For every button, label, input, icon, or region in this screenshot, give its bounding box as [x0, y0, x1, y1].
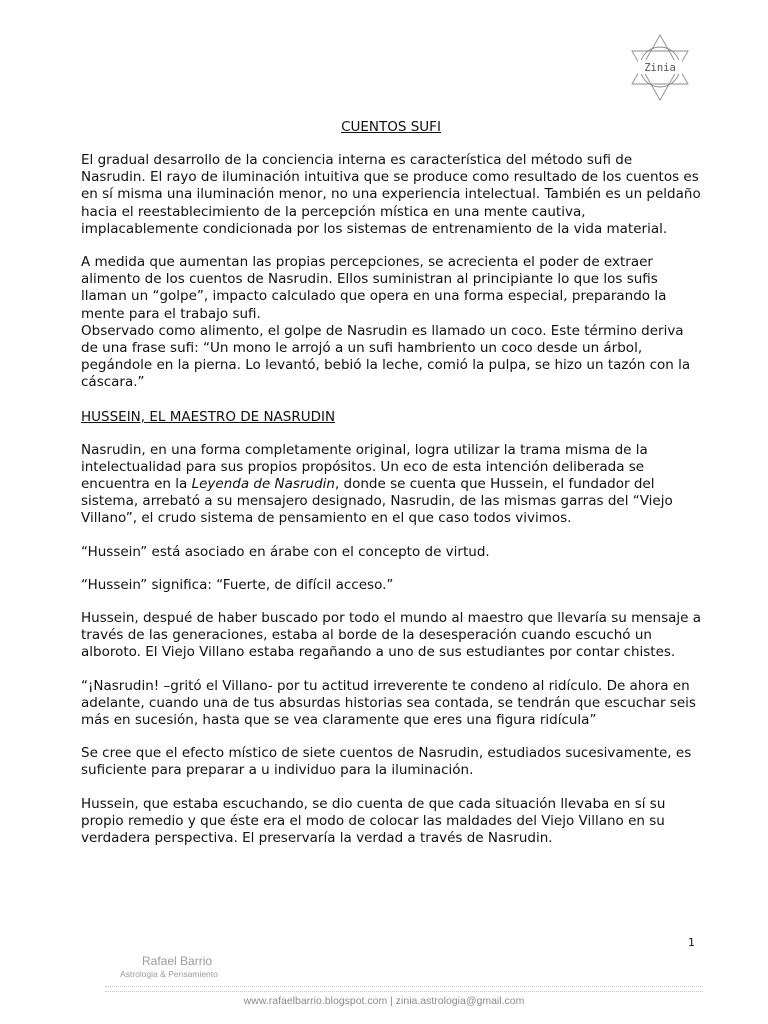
intro-paragraph: Observado como alimento, el golpe de Nasrudin es llamado un coco. Este término deriva de una frase sufi: “Un mono le arrojó a un sufi hambriento un coco desde un árbol, pegándole en la pierna. Lo levantó, bebió la leche, comió la pulpa, se hizo un tazón con la cáscara.” [81, 322, 691, 391]
italic-title: Leyenda de Nasrudin [191, 476, 335, 493]
footer-divider [105, 986, 703, 987]
logo-text: Zinia [644, 62, 676, 74]
section-paragraph [81, 442, 701, 528]
document-title: CUENTOS SUFI [341, 119, 441, 135]
intro-paragraph: A medida que aumentan las propias percepciones, se acrecienta el poder de extraer alimento de los cuentos de Nasrudin. Ellos suministran al principiante lo que los sufis llaman un “golpe”, impacto calculado que opera en una forma especial, preparando la mente para el trabajo sufi. [81, 254, 667, 322]
section-paragraph: Hussein, que estaba escuchando, se dio cuenta de que cada situación llevaba en sí su propio remedio y que éste era el modo de colocar las maldades del Viejo Villano en su verdadera perspectiva. El preservaría la verdad a través de Nasrudin. [81, 795, 666, 847]
section-paragraph: “Hussein” significa: “Fuerte, de difícil acceso.” [81, 576, 394, 593]
zinia-logo [624, 32, 696, 104]
section-paragraph: Se cree que el efecto místico de siete cuentos de Nasrudin, estudiados sucesivamente, es suficiente para preparar a u individuo para la iluminación. [81, 745, 692, 779]
section-paragraph: “Hussein” está asociado en árabe con el concepto de virtud. [81, 543, 490, 560]
section-paragraph: “¡Nasrudin! –gritó el Villano- por tu actitud irreverente te condeno al ridículo. De ahora en adelante, cuando una de tus absurdas historias sea contada, se tendrán que escuchar seis más en sucesión, hasta que se vea claramente que eres una figura ridícula” [81, 677, 696, 729]
document-body [81, 118, 701, 863]
section-title: HUSSEIN, EL MAESTRO DE NASRUDIN [81, 408, 336, 425]
section-paragraph-text: , donde se cuenta que Hussein, el fundador del sistema, arrebató a su mensajero designado, Nasrudin, de las mismas garras del “Viejo Villano”, el crudo sistema de pensamiento en el que caso todos vivimos. [81, 476, 673, 527]
footer-author: Rafael Barrio [142, 954, 213, 968]
footer-contact: www.rafaelbarrio.blogspot.com | zinia.astrologia@gmail.com [243, 995, 525, 1007]
footer-tagline: Astrologia & Pensamiento [120, 969, 218, 979]
footer-divider [105, 991, 703, 992]
section-paragraph: Hussein, despué de haber buscado por todo el mundo al maestro que llevaría su mensaje a través de las generaciones, estaba al borde de la desesperación cuando escuchó un alboroto. El Viejo Villano estaba regañando a uno de sus estudiantes por contar chistes. [81, 610, 702, 661]
intro-paragraph: El gradual desarrollo de la conciencia interna es característica del método sufi de Nasrudin. El rayo de iluminación intuitiva que se produce como resultado de los cuentos es en sí misma una iluminación menor, no una experiencia intelectual. También es un peldaño hacia el reestablecimiento de la percepción mística en una mente cautiva, implacablemente condicionada por los sistemas de entrenamiento de la vida material. [81, 152, 701, 237]
star-logo-icon [624, 32, 696, 104]
page-number: 1 [688, 936, 695, 949]
section-paragraph-text: Nasrudin, en una forma completamente original, logra utilizar la trama misma de la intelectualidad para sus propios propósitos. Un eco de esta intención deliberada se encuentra en la [81, 441, 648, 493]
